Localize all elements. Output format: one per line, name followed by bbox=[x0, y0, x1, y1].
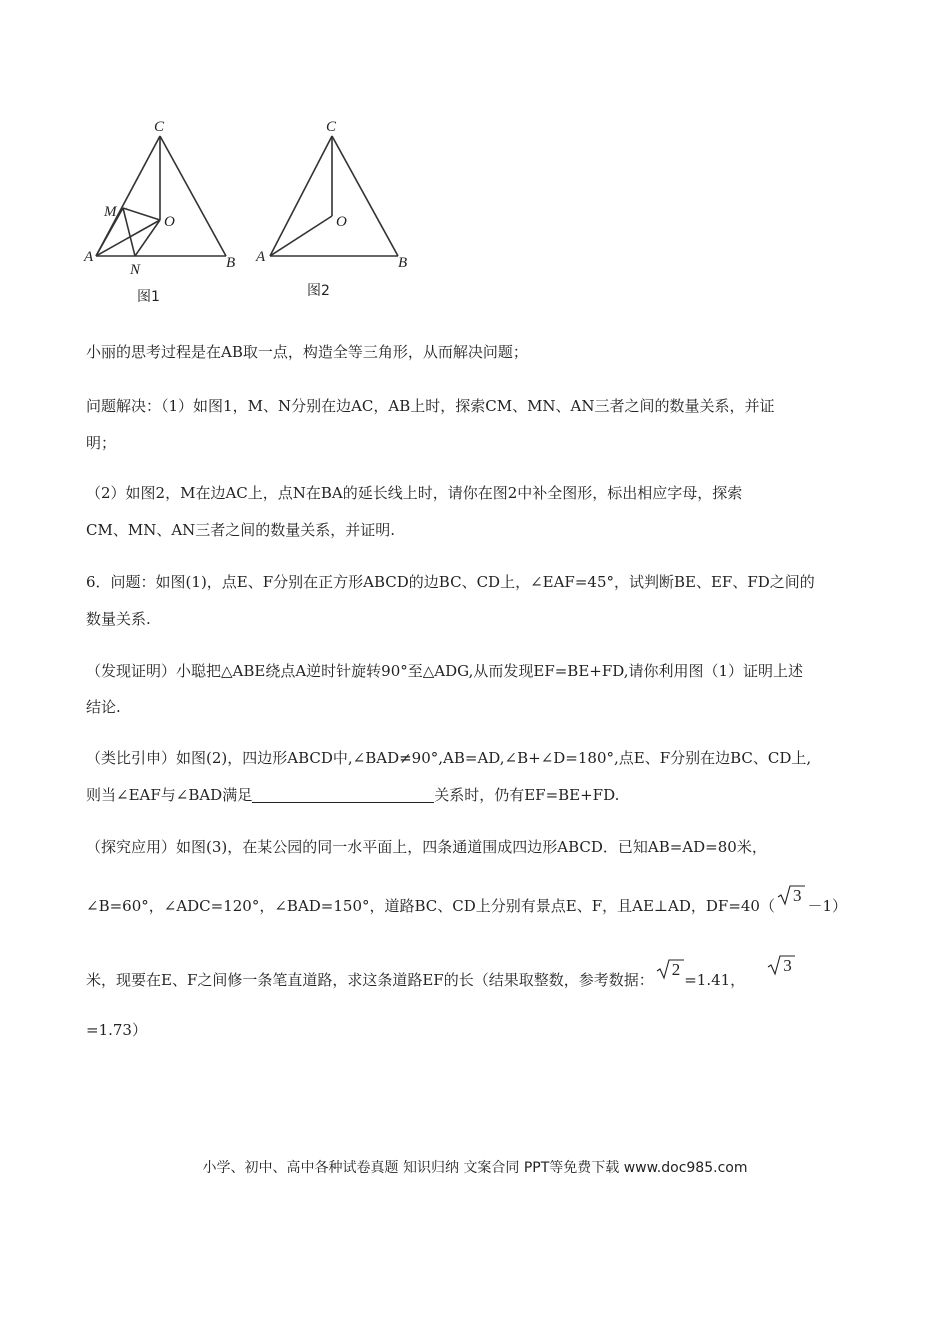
paragraph-analogy-line2 bbox=[86, 785, 619, 805]
figure-1-caption: 图1 bbox=[137, 289, 160, 305]
fig1-label-m: M bbox=[104, 204, 117, 220]
paragraph-problem-2-line1: （2）如图2，M在边AC上，点N在BA的延长线上时，请你在图2中补全图形，标出相应字母，探索 bbox=[86, 484, 743, 502]
figure-2-diagram bbox=[252, 112, 422, 282]
fig2-label-b: B bbox=[398, 255, 408, 271]
sqrt-2-reference: 2 bbox=[658, 960, 681, 980]
paragraph-application-line2 bbox=[86, 886, 848, 916]
application-line2-pre: ∠B=60°，∠ADC=120°，∠BAD=150°，道路BC、CD上分别有景点E、F，且AE⊥AD，DF=40（ bbox=[86, 897, 775, 915]
application-line3-pre: 米，现要在E、F之间修一条笔直道路，求这条道路EF的长（结果取整数，参考数据： bbox=[86, 971, 654, 989]
fig1-label-c: C bbox=[154, 119, 165, 135]
fig1-label-a: A bbox=[84, 249, 94, 265]
paragraph-q6-line1: 6．问题：如图(1)，点E、F分别在正方形ABCD的边BC、CD上，∠EAF=45°，试判断BE、EF、FD之间的 bbox=[86, 573, 815, 591]
fig2-label-a: A bbox=[256, 249, 266, 265]
fig2-label-c: C bbox=[326, 119, 337, 135]
fig1-label-o: O bbox=[164, 214, 175, 230]
paragraph-xiaoli-thinking: 小丽的思考过程是在AB取一点，构造全等三角形，从而解决问题； bbox=[86, 343, 528, 361]
radical-sign-icon bbox=[767, 954, 795, 976]
sqrt-3-expression: 3 bbox=[779, 886, 802, 906]
radical-sign-icon bbox=[777, 884, 805, 906]
paragraph-analogy-line1: （类比引申）如图(2)，四边形ABCD中,∠BAD≠90°,AB=AD,∠B+∠D=180°,点E、F分别在边BC、CD上, bbox=[86, 749, 812, 767]
paragraph-discovery-line1: （发现证明）小聪把△ABE绕点A逆时针旋转90°至△ADG,从而发现EF=BE+FD,请你利用图（1）证明上述 bbox=[86, 662, 804, 680]
figure-2-caption: 图2 bbox=[307, 283, 330, 299]
figure-1 bbox=[80, 112, 250, 312]
application-line2-post: －1） bbox=[807, 897, 848, 915]
fig1-label-n: N bbox=[130, 262, 141, 278]
paragraph-problem-1-line1: 问题解决：（1）如图1，M、N分别在边AC，AB上时，探索CM、MN、AN三者之间的数量关系，并证 bbox=[86, 397, 775, 415]
paragraph-problem-2-line2: CM、MN、AN三者之间的数量关系，并证明. bbox=[86, 521, 396, 539]
paragraph-q6-line2: 数量关系. bbox=[86, 610, 151, 628]
sqrt-2-value: =1.41， bbox=[684, 971, 746, 989]
fig1-label-b: B bbox=[226, 255, 236, 271]
fig2-label-o: O bbox=[336, 214, 347, 230]
paragraph-application-line3 bbox=[86, 956, 792, 990]
figure-1-diagram bbox=[80, 112, 250, 282]
paragraph-discovery-line2: 结论. bbox=[86, 698, 121, 716]
page-footer: 小学、初中、高中各种试卷真题 知识归纳 文案合同 PPT等免费下载 www.doc985.com bbox=[202, 1160, 748, 1176]
sqrt-3-reference: 3 bbox=[769, 956, 792, 976]
paragraph-problem-1-line2: 明； bbox=[86, 434, 117, 452]
answer-blank[interactable] bbox=[252, 788, 434, 803]
figure-2 bbox=[252, 112, 422, 312]
paragraph-application-line1: （探究应用）如图(3)，在某公园的同一水平面上，四条通道围成四边形ABCD．已知AB=AD=80米， bbox=[86, 838, 767, 856]
radical-sign-icon bbox=[656, 958, 684, 980]
paragraph-application-line4: =1.73） bbox=[86, 1021, 147, 1039]
analogy-text-after-blank: 关系时，仍有EF=BE+FD. bbox=[434, 786, 620, 804]
analogy-text-before-blank: 则当∠EAF与∠BAD满足 bbox=[86, 786, 253, 804]
